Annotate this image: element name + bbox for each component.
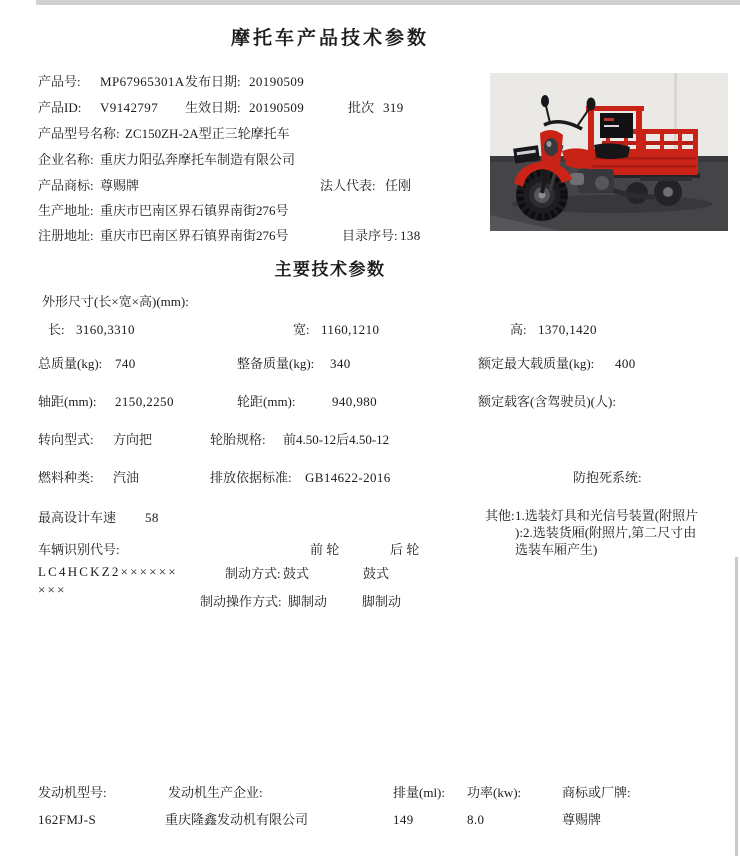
batch-label: 批次 (348, 100, 375, 115)
model-name-value: ZC150ZH-2A型正三轮摩托车 (125, 126, 290, 141)
product-id-value: V9142797 (100, 100, 159, 115)
page-title: 摩托车产品技术参数 (230, 28, 429, 49)
engine-maker-value: 重庆隆鑫发动机有限公司 (165, 812, 309, 827)
other-label: 其他: (485, 508, 515, 523)
production-address-value: 重庆市巴南区界石镇界南街276号 (100, 203, 289, 218)
length-label: 长: (48, 322, 65, 337)
vin-value-line-2: ××× (38, 582, 67, 597)
production-address-label: 生产地址: (38, 203, 94, 218)
other-line-2: ):2.选装货厢(附照片,第二尺寸由 (515, 525, 697, 540)
track-label: 轮距(mm): (237, 394, 296, 409)
tricycle-photo-image (490, 73, 728, 231)
brake-operation-label: 制动操作方式: (200, 594, 282, 609)
registered-address-value: 重庆市巴南区界石镇界南街276号 (100, 228, 289, 243)
company-value: 重庆力阳弘奔摩托车制造有限公司 (100, 152, 296, 167)
brake-type-label: 制动方式: (225, 566, 281, 581)
legal-rep-value: 任刚 (385, 178, 412, 193)
rear-wheel-header: 后 轮 (390, 542, 420, 557)
section-title: 主要技术参数 (274, 260, 386, 279)
tire-spec-label: 轮胎规格: (210, 432, 266, 447)
engine-model-label: 发动机型号: (38, 785, 107, 800)
height-label: 高: (510, 322, 527, 337)
other-line-3: 选装车厢产生) (515, 542, 598, 557)
company-label: 企业名称: (38, 152, 94, 167)
max-load-label: 额定最大载质量(kg): (478, 356, 595, 371)
steering-value: 方向把 (113, 432, 153, 447)
effective-date-value: 20190509 (249, 100, 305, 115)
abs-label: 防抱死系统: (573, 470, 642, 485)
page-top-bar (36, 0, 740, 5)
product-no-label: 产品号: (38, 74, 81, 89)
catalog-no-label: 目录序号: (342, 228, 398, 243)
product-id-label: 产品ID: (38, 100, 82, 115)
brake-type-rear-value: 鼓式 (363, 566, 390, 581)
trademark-label: 产品商标: (38, 178, 94, 193)
total-mass-value: 740 (115, 356, 136, 371)
tire-spec-value: 前4.50-12后4.50-12 (283, 432, 390, 447)
model-name-label: 产品型号名称: (38, 126, 120, 141)
dimensions-label: 外形尺寸(长×宽×高)(mm): (42, 294, 189, 309)
emission-standard-value: GB14622-2016 (305, 470, 391, 485)
vin-label: 车辆识别代号: (38, 542, 120, 557)
brake-operation-front-value: 脚制动 (288, 594, 328, 609)
other-line-1: 1.选装灯具和光信号装置(附照片 (515, 508, 699, 523)
emission-standard-label: 排放依据标准: (210, 470, 292, 485)
release-date-value: 20190509 (249, 74, 305, 89)
width-value: 1160,1210 (321, 322, 380, 337)
release-date-label: 发布日期: (185, 74, 241, 89)
passenger-capacity-label: 额定载客(含驾驶员)(人): (478, 394, 616, 409)
total-mass-label: 总质量(kg): (38, 356, 103, 371)
engine-brand-value: 尊赐牌 (562, 812, 602, 827)
batch-value: 319 (383, 100, 404, 115)
legal-rep-label: 法人代表: (320, 178, 376, 193)
fuel-label: 燃料种类: (38, 470, 94, 485)
length-value: 3160,3310 (76, 322, 135, 337)
engine-power-value: 8.0 (467, 812, 485, 827)
brake-type-front-value: 鼓式 (283, 566, 310, 581)
registered-address-label: 注册地址: (38, 228, 94, 243)
product-photo (490, 73, 728, 231)
brake-operation-rear-value: 脚制动 (362, 594, 402, 609)
effective-date-label: 生效日期: (185, 100, 241, 115)
trademark-value: 尊赐牌 (100, 178, 140, 193)
steering-label: 转向型式: (38, 432, 94, 447)
curb-mass-value: 340 (330, 356, 351, 371)
track-value: 940,980 (332, 394, 378, 409)
engine-brand-label: 商标或厂牌: (562, 785, 631, 800)
engine-power-label: 功率(kw): (467, 785, 522, 800)
front-wheel-header: 前 轮 (310, 542, 340, 557)
wheelbase-label: 轴距(mm): (38, 394, 97, 409)
max-speed-label: 最高设计车速 (38, 510, 117, 525)
engine-displacement-value: 149 (393, 812, 414, 827)
max-speed-value: 58 (145, 510, 159, 525)
engine-maker-label: 发动机生产企业: (168, 785, 263, 800)
curb-mass-label: 整备质量(kg): (237, 356, 315, 371)
height-value: 1370,1420 (538, 322, 597, 337)
wheelbase-value: 2150,2250 (115, 394, 174, 409)
engine-displacement-label: 排量(ml): (393, 785, 445, 800)
engine-model-value: 162FMJ-S (38, 812, 97, 827)
max-load-value: 400 (615, 356, 636, 371)
vin-value-line-1: LC4HCKZ2×××××× (38, 564, 178, 579)
product-no-value: MP67965301A (100, 74, 185, 89)
fuel-value: 汽油 (113, 470, 140, 485)
width-label: 宽: (293, 322, 310, 337)
scrollbar[interactable] (735, 557, 738, 856)
catalog-no-value: 138 (400, 228, 421, 243)
